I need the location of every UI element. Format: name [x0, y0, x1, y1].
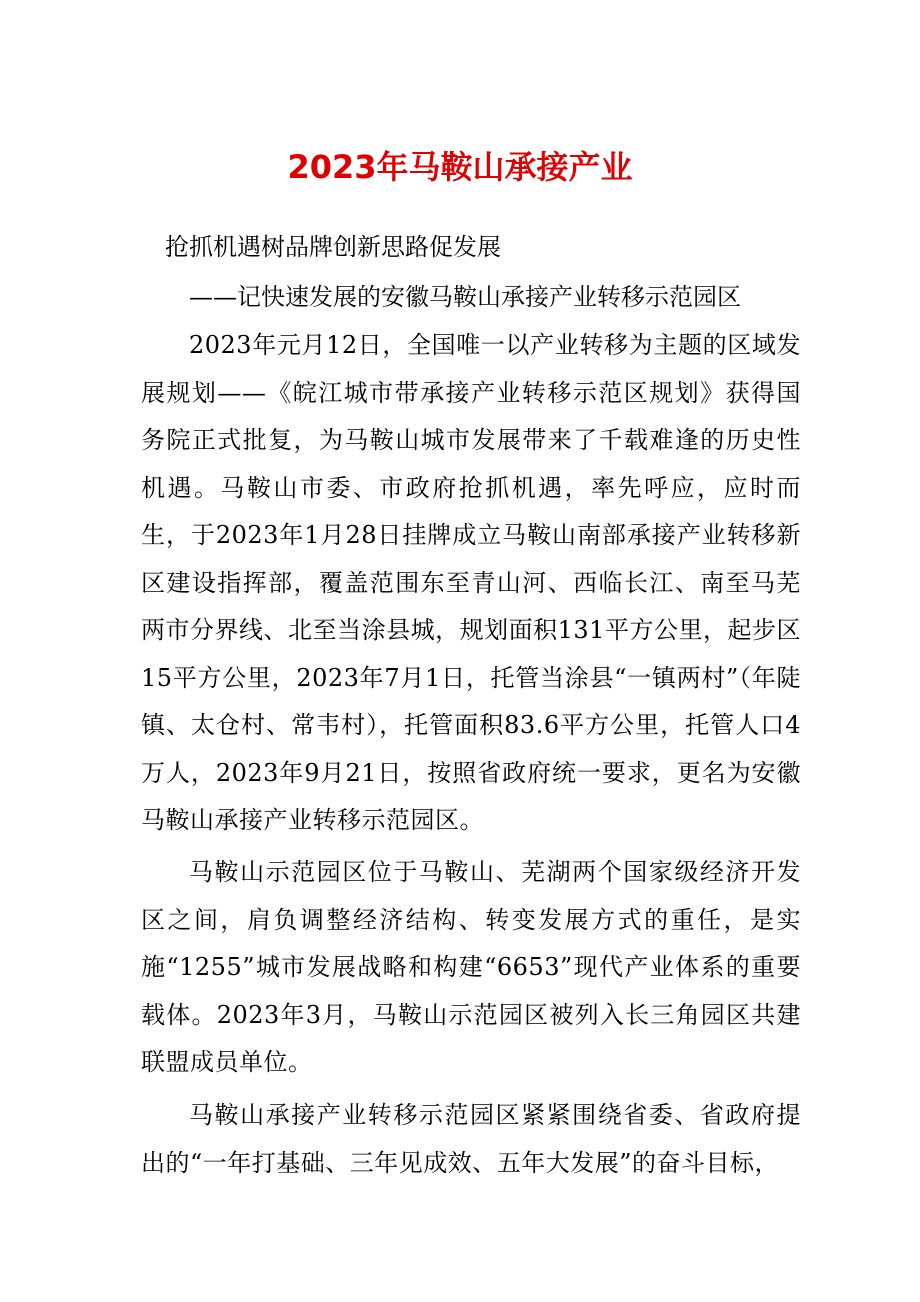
paragraph-1: 2023年元月12日，全国唯一以产业转移为主题的区域发展规划——《皖江城市带承接产业转移示范区规划》获得国务院正式批复，为马鞍山城市发展带来了千载难逢的历史性机遇。马鞍山市委、市政府抢抓机遇，率先呼应，应时而生，于2023年1月28日挂牌成立马鞍山南部承接产业转移新区建设指挥部，覆盖范围东至青山河、西临长江、南至马芜两市分界线、北至当涂县城，规划面积131平方公里，起步区15平方公里，2023年7月1日，托管当涂县“一镇两村”（年陡镇、太仓村、常韦村），托管面积83.6平方公里，托管人口4万人，2023年9月21日，按照省政府统一要求，更名为安徽马鞍山承接产业转移示范园区。: [141, 331, 801, 834]
document-subtitle: 抢抓机遇树品牌创新思路促发展: [165, 233, 501, 261]
paragraph-2: 马鞍山示范园区位于马鞍山、芜湖两个国家级经济开发区之间，肩负调整经济结构、转变发展方式的重任，是实施“1255”城市发展战略和构建“6653”现代产业体系的重要载体。2023年3月，马鞍山示范园区被列入长三角园区共建联盟成员单位。: [141, 858, 801, 1076]
document-subheading: ——记快速发展的安徽马鞍山承接产业转移示范园区: [189, 283, 741, 311]
document-title: 2023年马鞍山承接产业: [287, 148, 633, 186]
paragraph-3: 马鞍山承接产业转移示范园区紧紧围绕省委、省政府提出的“一年打基础、三年见成效、五年大发展”的奋斗目标，: [141, 1101, 801, 1177]
